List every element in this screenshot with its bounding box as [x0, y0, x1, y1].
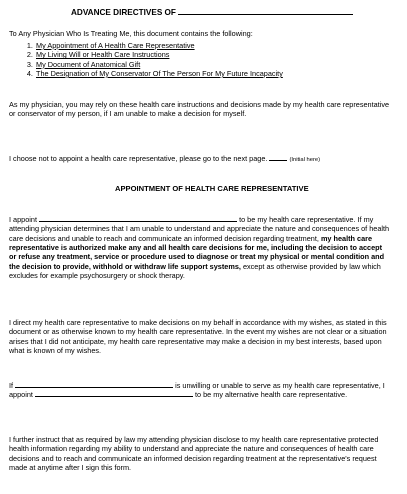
contents-item-3: 3. My Document of Anatomical Gift: [35, 60, 283, 69]
alternate-if: If: [9, 381, 14, 390]
primary-representative-blank[interactable]: [15, 381, 173, 388]
choose-not-paragraph: [9, 154, 391, 164]
choose-not-text: I choose not to appoint a health care representative, please go to the next page.: [9, 154, 268, 163]
alternate-tail: to be my alternative health care representative.: [195, 390, 348, 400]
alternate-text: is unwilling or unable to serve as my health care representative, I appoint: [9, 381, 385, 400]
appoint-tail: except as otherwise provided by law which excludes for example psychosurgery or shock therapy.: [9, 261, 381, 280]
title-text: ADVANCE DIRECTIVES OF: [71, 8, 176, 17]
alternate-paragraph: [9, 381, 391, 400]
contents-item-4: 4. The Designation of My Conservator Of The Person For My Future Incapacity: [35, 69, 283, 78]
document-title: [71, 7, 353, 19]
appoint-text: to be my health care representative. If my attending physician determines that I am unable to understand and appreciate the nature and consequences of health care decisions and unable to reach and communicate an informed decision regarding treatment,: [9, 215, 390, 243]
name-blank[interactable]: [178, 7, 353, 15]
representative-name-blank[interactable]: [39, 215, 237, 222]
initial-blank[interactable]: [269, 154, 287, 161]
appointment-heading: APPOINTMENT OF HEALTH CARE REPRESENTATIVE: [115, 184, 309, 193]
instruct-paragraph: I further instruct that as required by law my attending physician disclose to my health care representative protected health information regarding my ability to understand and appreciate the nature and consequences of health care decisions and to reach and communicate an informed decision regarding treatment at the representative's request made at anytime after I sign this form.: [9, 435, 379, 472]
intro-line: To Any Physician Who Is Treating Me, this document contains the following:: [9, 29, 253, 38]
contents-list: [9, 41, 283, 78]
contents-item-1: 1. My Appointment of A Health Care Representative: [35, 41, 283, 50]
direct-paragraph: I direct my health care representative to make decisions on my behalf in accordance with my wishes, as stated in this document or as otherwise known to my health care representative. In the event my wishes are not clear or a situation arises that I did not anticipate, my health care representative may make a decision in my best interests, based upon what is known of my wishes.: [9, 318, 387, 355]
alternate-representative-blank[interactable]: [35, 390, 193, 397]
reliance-paragraph: As my physician, you may rely on these health care instructions and decisions made by my health care representative or conservator of my person, if I am unable to make a decision for myself.: [9, 100, 390, 119]
appoint-lead: I appoint: [9, 215, 37, 224]
appoint-paragraph: [9, 215, 391, 280]
contents-item-2: 2. My Living Will or Health Care Instructions: [35, 50, 283, 59]
appoint-bold-text: my health care representative is authorized make any and all health care decisions for me, including the decision to accept or refuse any treatment, service or procedure used to diagnose or treat my physical or mental condition and the decision to provide, withhold or withdraw life support systems,: [9, 233, 385, 271]
initial-here-label: (Initial here): [289, 157, 321, 163]
